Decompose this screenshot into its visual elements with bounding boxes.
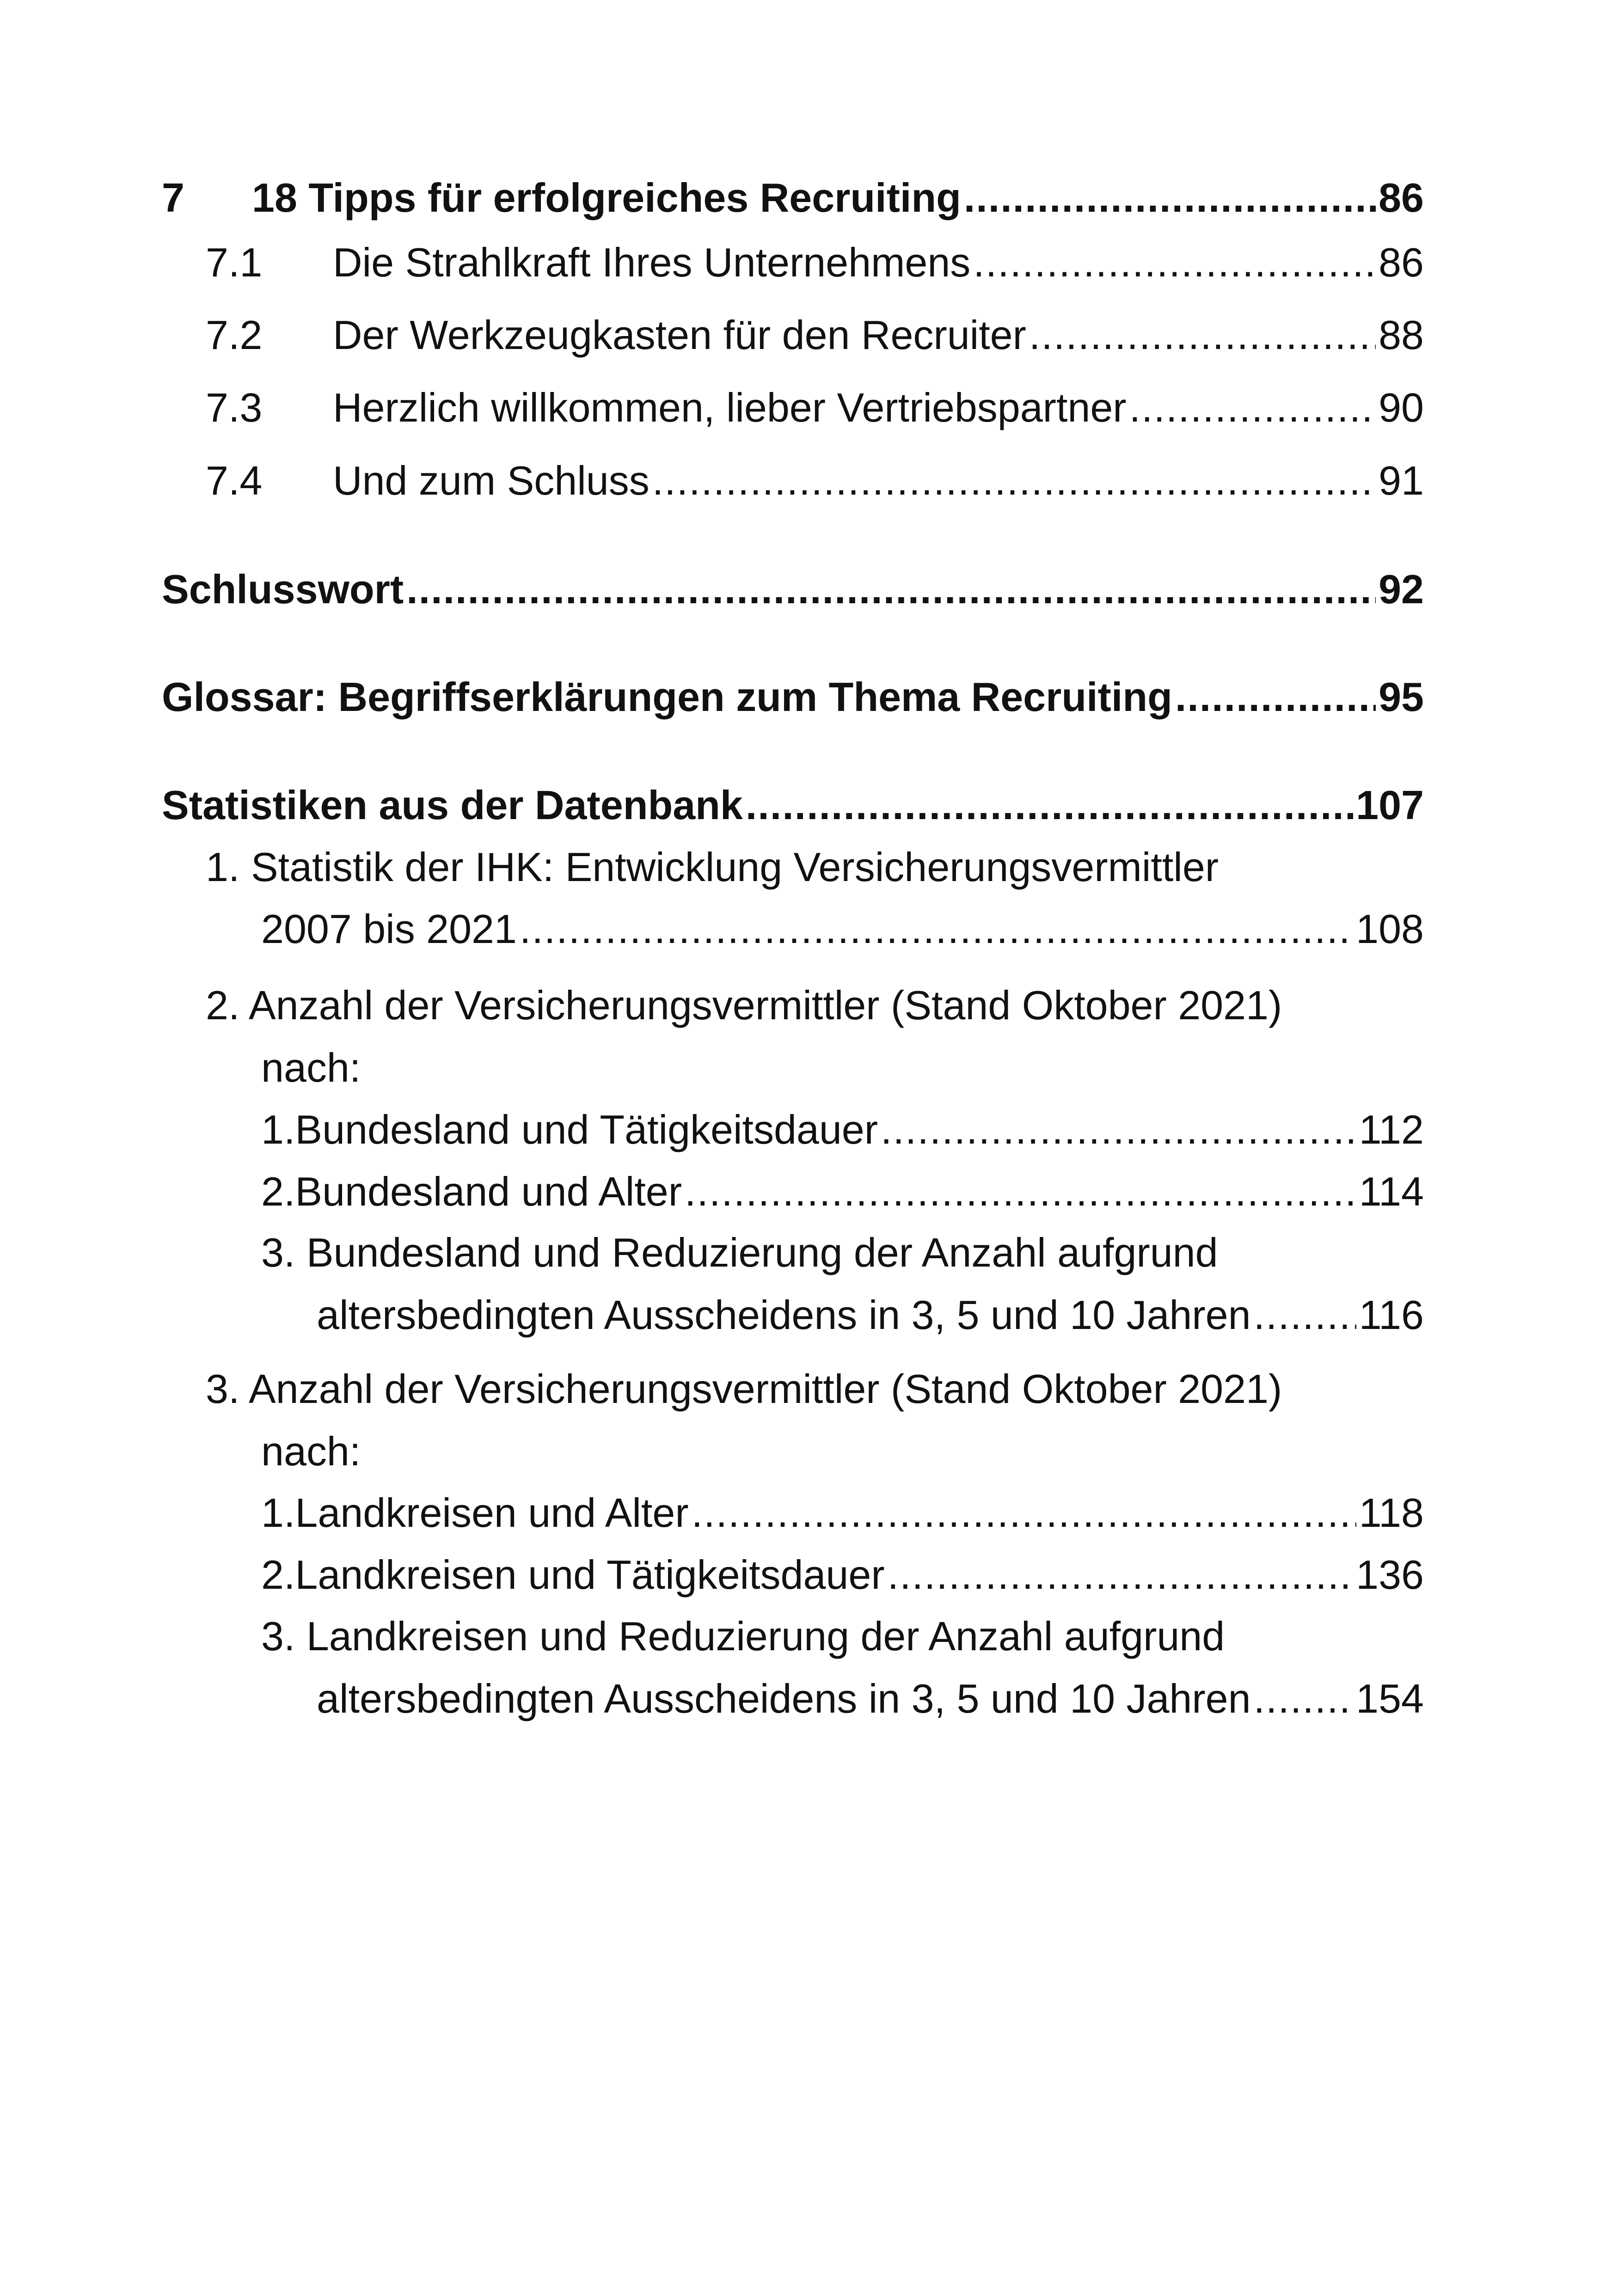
toc-entry-title: Und zum Schluss xyxy=(333,458,650,503)
toc-entry-section-7-3[interactable] xyxy=(206,380,1424,435)
toc-entry-number: 7.3 xyxy=(206,385,263,430)
toc-entry-stat-2-3-line1: 3. Bundesland und Reduzierung der Anzahl aufgrund xyxy=(261,1230,1218,1275)
toc-entry-title: 2.Landkreisen und Tätigkeitsdauer xyxy=(261,1552,885,1598)
toc-entry-statistiken[interactable] xyxy=(162,778,1424,833)
toc-entry-stat-2-line2: nach: xyxy=(261,1045,361,1090)
toc-entry-title: 1.Bundesland und Tätigkeitsdauer xyxy=(261,1107,878,1152)
toc-entry-stat-2-2[interactable] xyxy=(261,1164,1424,1219)
toc-entry-page: 154 xyxy=(1356,1676,1424,1721)
toc-leader-dots xyxy=(881,1102,1356,1157)
toc-leader-dots xyxy=(1254,1287,1356,1343)
toc-entry-title: 2007 bis 2021 xyxy=(261,906,517,952)
toc-entry-title: altersbedingten Ausscheidens in 3, 5 und 10 Jahren xyxy=(317,1292,1251,1338)
toc-entry-number: 7.4 xyxy=(206,458,263,503)
toc-leader-dots xyxy=(1175,669,1376,725)
toc-entry-page: 107 xyxy=(1356,782,1424,828)
toc-entry-stat-3-1[interactable] xyxy=(261,1485,1424,1541)
toc-entry-stat-3-2[interactable] xyxy=(261,1547,1424,1603)
toc-entry-page: 116 xyxy=(1359,1292,1424,1338)
toc-leader-dots xyxy=(692,1485,1356,1541)
toc-entry-page: 112 xyxy=(1359,1107,1424,1152)
toc-entry-title: Die Strahlkraft Ihres Unternehmens xyxy=(333,239,971,285)
toc-entry-stat-3-line2: nach: xyxy=(261,1428,361,1474)
toc-entry-stat-2-3[interactable] xyxy=(317,1287,1424,1343)
toc-entry-number: 7 xyxy=(162,175,184,220)
toc-entry-title: 2.Bundesland und Alter xyxy=(261,1169,682,1214)
toc-entry-stat-2-1[interactable] xyxy=(261,1102,1424,1157)
toc-entry-page: 91 xyxy=(1379,458,1424,503)
toc-entry-section-7-2[interactable] xyxy=(206,307,1424,363)
toc-leader-dots xyxy=(1029,307,1376,363)
toc-entry-page: 86 xyxy=(1379,239,1424,285)
toc-entry-number: 7.2 xyxy=(206,312,263,358)
toc-entry-title: Schlusswort xyxy=(162,566,404,612)
toc-leader-dots xyxy=(964,170,1376,226)
toc-leader-dots xyxy=(746,778,1353,833)
toc-leader-dots xyxy=(406,562,1376,617)
toc-entry-title: Glossar: Begriffserklärungen zum Thema Recruiting xyxy=(162,674,1172,720)
toc-entry-section-7-4[interactable] xyxy=(206,453,1424,508)
toc-entry-title: 18 Tipps für erfolgreiches Recruiting xyxy=(252,175,961,220)
toc-entry-stat-3-line1: 3. Anzahl der Versicherungsvermittler (Stand Oktober 2021) xyxy=(206,1366,1282,1412)
toc-entry-stat-1[interactable] xyxy=(261,901,1424,957)
toc-leader-dots xyxy=(1254,1671,1354,1727)
toc-entry-page: 95 xyxy=(1379,674,1424,720)
toc-entry-stat-1-line1: 1. Statistik der IHK: Entwicklung Versicherungsvermittler xyxy=(206,844,1219,890)
toc-entry-chapter-7[interactable] xyxy=(162,170,1424,226)
toc-leader-dots xyxy=(1129,380,1376,435)
toc-leader-dots xyxy=(520,901,1353,957)
toc-leader-dots xyxy=(652,453,1376,508)
toc-entry-stat-3-3-line1: 3. Landkreisen und Reduzierung der Anzahl aufgrund xyxy=(261,1613,1225,1659)
toc-entry-page: 88 xyxy=(1379,312,1424,358)
toc-entry-stat-2-line1: 2. Anzahl der Versicherungsvermittler (Stand Oktober 2021) xyxy=(206,982,1282,1028)
toc-entry-title: Herzlich willkommen, lieber Vertriebspartner xyxy=(333,385,1127,430)
toc-entry-page: 118 xyxy=(1359,1490,1424,1536)
toc-entry-page: 90 xyxy=(1379,385,1424,430)
toc-entry-title: 1.Landkreisen und Alter xyxy=(261,1490,689,1536)
toc-entry-page: 92 xyxy=(1379,566,1424,612)
toc-entry-section-7-1[interactable] xyxy=(206,235,1424,290)
toc-entry-schlusswort[interactable] xyxy=(162,562,1424,617)
toc-entry-number: 7.1 xyxy=(206,239,263,285)
toc-entry-page: 86 xyxy=(1379,175,1424,220)
toc-entry-glossar[interactable] xyxy=(162,669,1424,725)
toc-leader-dots xyxy=(973,235,1376,290)
toc-entry-title: altersbedingten Ausscheidens in 3, 5 und 10 Jahren xyxy=(317,1676,1251,1721)
toc-entry-title: Der Werkzeugkasten für den Recruiter xyxy=(333,312,1026,358)
toc-entry-stat-3-3[interactable] xyxy=(317,1671,1424,1727)
toc-entry-page: 108 xyxy=(1356,906,1424,952)
toc-leader-dots xyxy=(888,1547,1354,1603)
toc-entry-title: Statistiken aus der Datenbank xyxy=(162,782,743,828)
toc-leader-dots xyxy=(685,1164,1356,1219)
toc-entry-page: 136 xyxy=(1356,1552,1424,1598)
toc-entry-page: 114 xyxy=(1359,1169,1424,1214)
